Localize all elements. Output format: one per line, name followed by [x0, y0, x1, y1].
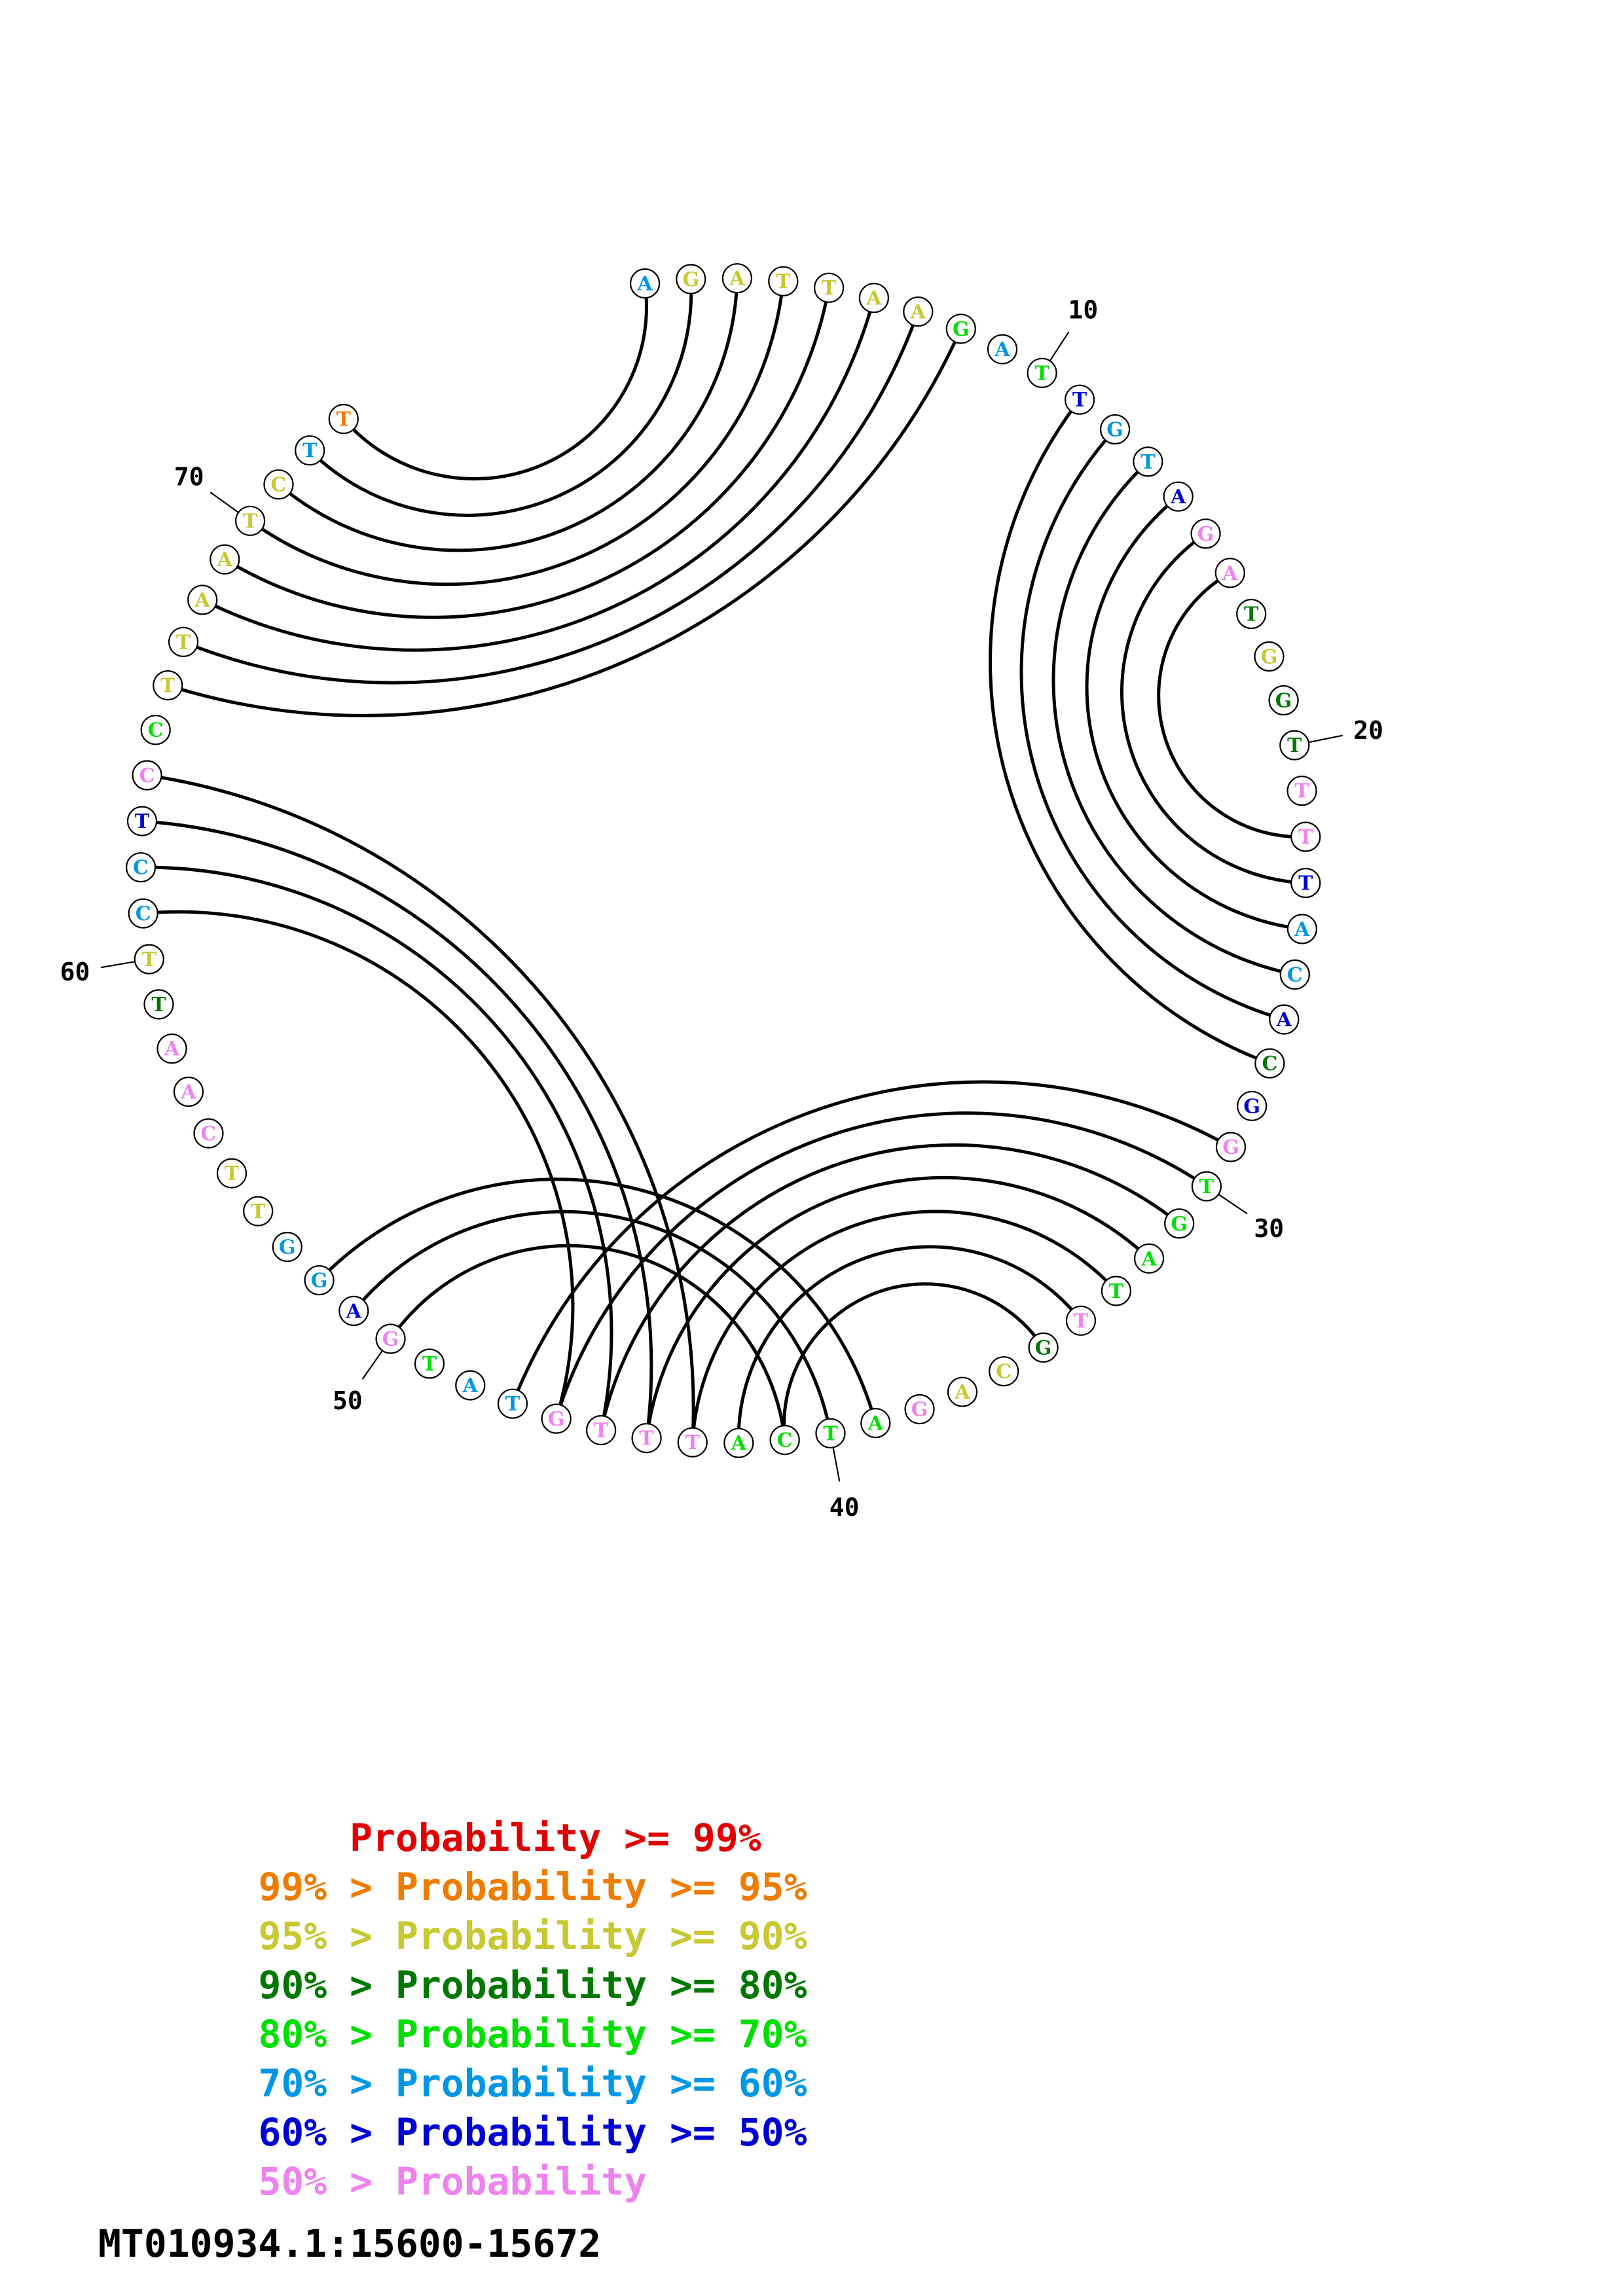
- nucleotide: [329, 404, 358, 433]
- nucleotide: [456, 1371, 484, 1400]
- nucleotide-letter: C: [200, 1122, 217, 1146]
- legend-prefix: [258, 1816, 350, 1860]
- nucleotide: [217, 1159, 246, 1188]
- nucleotide-letter: C: [147, 719, 164, 742]
- nucleotide-letter: C: [139, 764, 155, 787]
- position-tick: [833, 1448, 840, 1482]
- nucleotide: [133, 761, 162, 790]
- position-number: 60: [60, 958, 90, 986]
- legend-prefix: 80% >: [258, 2012, 395, 2056]
- nucleotide: [1164, 482, 1193, 511]
- nucleotide-letter: T: [141, 948, 156, 971]
- nucleotide: [678, 1428, 707, 1457]
- nucleotide: [273, 1232, 302, 1261]
- nucleotide-letter: T: [776, 270, 791, 294]
- nucleotide: [1237, 600, 1266, 628]
- nucleotide: [188, 586, 217, 615]
- position-tick: [101, 961, 135, 967]
- base-pair-arc: [143, 912, 573, 1418]
- nucleotide-letter: A: [217, 548, 232, 572]
- nucleotide-letter: C: [135, 903, 151, 926]
- legend-text: Probability: [395, 2159, 647, 2204]
- position-number: 70: [173, 462, 204, 492]
- nucleotide-letter: A: [1171, 486, 1186, 509]
- nucleotide-letter: A: [1222, 562, 1238, 585]
- legend-text: Probability >= 60%: [395, 2061, 807, 2106]
- legend-line-90: [98, 1914, 921, 1958]
- nucleotide: [814, 274, 843, 302]
- nucleotide: [129, 899, 158, 928]
- nucleotide: [947, 314, 976, 343]
- nucleotide: [1133, 447, 1162, 476]
- nucleotide: [769, 267, 797, 296]
- nucleotide-letter: T: [224, 1162, 240, 1186]
- nucleotide-letter: T: [1294, 780, 1309, 803]
- nucleotide-letter: T: [134, 810, 150, 834]
- nucleotide-letter: A: [955, 1381, 970, 1405]
- nucleotide: [1255, 1049, 1284, 1078]
- nucleotide-letter: A: [1294, 918, 1310, 941]
- nucleotide-letter: G: [1243, 1095, 1261, 1119]
- nucleotide-letter: G: [1197, 522, 1214, 546]
- nucleotide: [1165, 1209, 1194, 1238]
- nucleotide: [724, 1429, 753, 1458]
- nucleotide-letter: G: [682, 268, 700, 291]
- nucleotide: [1067, 1306, 1095, 1335]
- nucleotide-letter: T: [1199, 1175, 1214, 1198]
- nucleotide: [1029, 1333, 1058, 1362]
- nucleotide-letter: T: [1140, 450, 1156, 474]
- nucleotide: [305, 1266, 334, 1295]
- nucleotide: [1065, 386, 1094, 414]
- nucleotide-letter: C: [270, 473, 287, 497]
- nucleotide-letter: A: [910, 300, 926, 324]
- legend-prefix: 60% >: [258, 2110, 395, 2155]
- nucleotide-letter: A: [866, 287, 882, 310]
- nucleotide: [905, 1395, 934, 1424]
- nucleotide: [264, 470, 293, 499]
- nucleotide: [158, 1034, 187, 1063]
- nucleotide-letter: G: [1222, 1136, 1239, 1159]
- base-pair-arc: [310, 279, 691, 515]
- nucleotide-letter: T: [151, 994, 166, 1016]
- nucleotide-letter: G: [278, 1236, 296, 1259]
- nucleotide: [948, 1378, 977, 1407]
- nucleotide-letter: A: [731, 1432, 746, 1456]
- nucleotide: [860, 283, 888, 312]
- nucleotide: [1280, 731, 1309, 760]
- nucleotide: [1192, 519, 1220, 548]
- nucleotide: [632, 1424, 661, 1452]
- base-pair-arc: [354, 1211, 830, 1433]
- nucleotide-letter: T: [1287, 734, 1302, 758]
- nucleotide: [236, 507, 264, 535]
- nucleotide-letter: G: [1260, 645, 1278, 669]
- nucleotide: [141, 715, 170, 744]
- nucleotide: [128, 807, 156, 836]
- nucleotide: [1102, 1276, 1131, 1305]
- legend-line-80: [98, 1963, 921, 2007]
- nucleotide-letter: T: [593, 1419, 609, 1443]
- nucleotide-letter: A: [1141, 1247, 1157, 1271]
- nucleotide-letter: T: [1034, 362, 1049, 386]
- nucleotide-letter: T: [336, 408, 351, 431]
- nucleotide: [676, 264, 705, 293]
- position-number: 30: [1254, 1213, 1285, 1243]
- nucleotide-letter: A: [1276, 1009, 1292, 1032]
- nucleotide: [153, 671, 182, 700]
- position-tick: [1218, 1194, 1247, 1214]
- nucleotide-letter: A: [181, 1081, 196, 1104]
- base-pair-arc: [513, 1082, 1231, 1404]
- nucleotide: [989, 1357, 1018, 1386]
- nucleotide: [1216, 558, 1245, 587]
- base-pair-arc: [1087, 497, 1302, 929]
- nucleotide: [1269, 686, 1298, 715]
- legend-line-70: [98, 2012, 921, 2056]
- nucleotide: [169, 628, 198, 656]
- legend-text: Probability >= 80%: [395, 1963, 807, 2007]
- nucleotide-letter: T: [302, 439, 318, 463]
- sequence-name: MT010934.1:15600-15672: [98, 2221, 602, 2266]
- base-pair-arc: [344, 283, 647, 478]
- nucleotide: [771, 1426, 799, 1454]
- nucleotide-letter: G: [382, 1328, 399, 1351]
- nucleotide: [587, 1416, 615, 1444]
- nucleotide: [816, 1419, 845, 1448]
- legend-text: Probability >= 95%: [395, 1865, 807, 1909]
- nucleotide-letter: T: [821, 277, 837, 300]
- nucleotide-letter: A: [867, 1412, 883, 1435]
- nucleotide: [542, 1405, 571, 1433]
- nucleotide: [415, 1350, 444, 1378]
- nucleotide-letter: T: [1073, 1310, 1089, 1333]
- nucleotide: [376, 1325, 405, 1354]
- legend-line-low: [98, 2159, 761, 2204]
- nucleotide-letter: T: [685, 1431, 700, 1455]
- legend-text: Probability >= 70%: [395, 2012, 807, 2056]
- nucleotide: [861, 1408, 890, 1437]
- position-tick: [1050, 332, 1069, 361]
- nucleotide-letter: C: [1262, 1052, 1278, 1076]
- nucleotide: [145, 990, 173, 1019]
- legend-line-50: [98, 2110, 921, 2155]
- legend-line-60: [98, 2061, 921, 2106]
- nucleotide: [988, 335, 1017, 364]
- legend-text: Probability >= 99%: [350, 1816, 761, 1860]
- nucleotide: [135, 945, 164, 974]
- probability-legend: [98, 1816, 921, 2204]
- nucleotide: [244, 1197, 272, 1226]
- nucleotide-letter: A: [994, 338, 1010, 362]
- legend-prefix: 99% >: [258, 1865, 395, 1909]
- nucleotide-letter: T: [1072, 389, 1087, 412]
- nucleotide: [1255, 642, 1284, 671]
- nucleotide: [1269, 1005, 1298, 1034]
- nucleotide-letter: G: [1034, 1336, 1052, 1360]
- nucleotide: [194, 1119, 223, 1148]
- position-number: 40: [829, 1492, 860, 1522]
- position-tick: [210, 492, 238, 512]
- nucleotide-letter: T: [1298, 826, 1313, 849]
- nucleotide-letter: C: [133, 856, 149, 880]
- base-pair-arc: [250, 281, 783, 584]
- nucleotide: [723, 264, 752, 293]
- nucleotide-letter: G: [1106, 418, 1123, 442]
- base-pair-arc: [991, 400, 1270, 1064]
- nucleotide-letter: C: [1286, 963, 1303, 987]
- legend-text: Probability >= 50%: [395, 2110, 807, 2155]
- nucleotide-letter: C: [996, 1360, 1012, 1384]
- nucleotide-letter: T: [1298, 872, 1313, 895]
- nucleotide: [1192, 1172, 1221, 1201]
- nucleotide-letter: A: [729, 267, 745, 291]
- nucleotide-letter: T: [505, 1393, 520, 1416]
- nucleotide: [1288, 914, 1317, 943]
- nucleotide: [1028, 359, 1057, 387]
- position-tick: [1309, 736, 1343, 743]
- nucleotide-letter: T: [422, 1353, 437, 1376]
- legend-line-95: [98, 1865, 921, 1909]
- legend-line-99: [98, 1816, 875, 1860]
- nucleotide-letter: G: [547, 1408, 565, 1431]
- position-number: 10: [1068, 295, 1099, 325]
- legend-prefix: 70% >: [258, 2061, 395, 2106]
- nucleotide-letter: T: [175, 631, 191, 655]
- nucleotide: [126, 853, 155, 882]
- nucleotide: [210, 545, 239, 574]
- nucleotide-letter: T: [639, 1427, 654, 1450]
- nucleotide-letter: T: [251, 1200, 266, 1223]
- legend-prefix: 50% >: [258, 2159, 395, 2204]
- position-number: 50: [333, 1386, 363, 1415]
- nucleotide: [174, 1077, 203, 1106]
- nucleotide: [1281, 960, 1309, 989]
- nucleotide-letter: C: [776, 1429, 793, 1452]
- nucleotide-letter: T: [1244, 603, 1259, 626]
- nucleotide: [1135, 1244, 1163, 1273]
- nucleotide-letter: A: [164, 1037, 180, 1061]
- nucleotide: [339, 1297, 368, 1325]
- position-tick: [363, 1351, 382, 1380]
- nucleotide-letter: G: [952, 317, 970, 341]
- nucleotide-letter: A: [462, 1374, 478, 1398]
- nucleotide: [1101, 415, 1129, 444]
- nucleotide-letter: G: [911, 1398, 928, 1422]
- legend-prefix: 90% >: [258, 1963, 395, 2007]
- nucleotide: [630, 269, 659, 298]
- nucleotide-letter: G: [310, 1269, 328, 1293]
- nucleotide: [1291, 869, 1320, 897]
- nucleotide: [1291, 823, 1320, 852]
- base-pair-arc: [556, 1113, 1207, 1419]
- nucleotide-letter: A: [346, 1300, 361, 1323]
- nucleotide-letter: T: [160, 674, 175, 698]
- nucleotide: [1237, 1092, 1266, 1121]
- legend-prefix: 95% >: [258, 1914, 395, 1958]
- nucleotide: [498, 1390, 527, 1418]
- position-number: 20: [1353, 715, 1383, 745]
- nucleotide-letter: A: [194, 589, 210, 612]
- nucleotide-letter: T: [823, 1422, 838, 1446]
- nucleotide-letter: G: [1275, 689, 1292, 713]
- nucleotide-letter: T: [242, 510, 258, 533]
- nucleotide: [1216, 1133, 1245, 1162]
- nucleotide-letter: A: [637, 272, 653, 296]
- nucleotide: [1288, 776, 1317, 805]
- legend-text: Probability >= 90%: [395, 1914, 807, 1958]
- nucleotide: [295, 436, 324, 465]
- nucleotide: [903, 297, 932, 326]
- nucleotide-letter: T: [1108, 1280, 1124, 1303]
- nucleotide-letter: G: [1171, 1212, 1188, 1236]
